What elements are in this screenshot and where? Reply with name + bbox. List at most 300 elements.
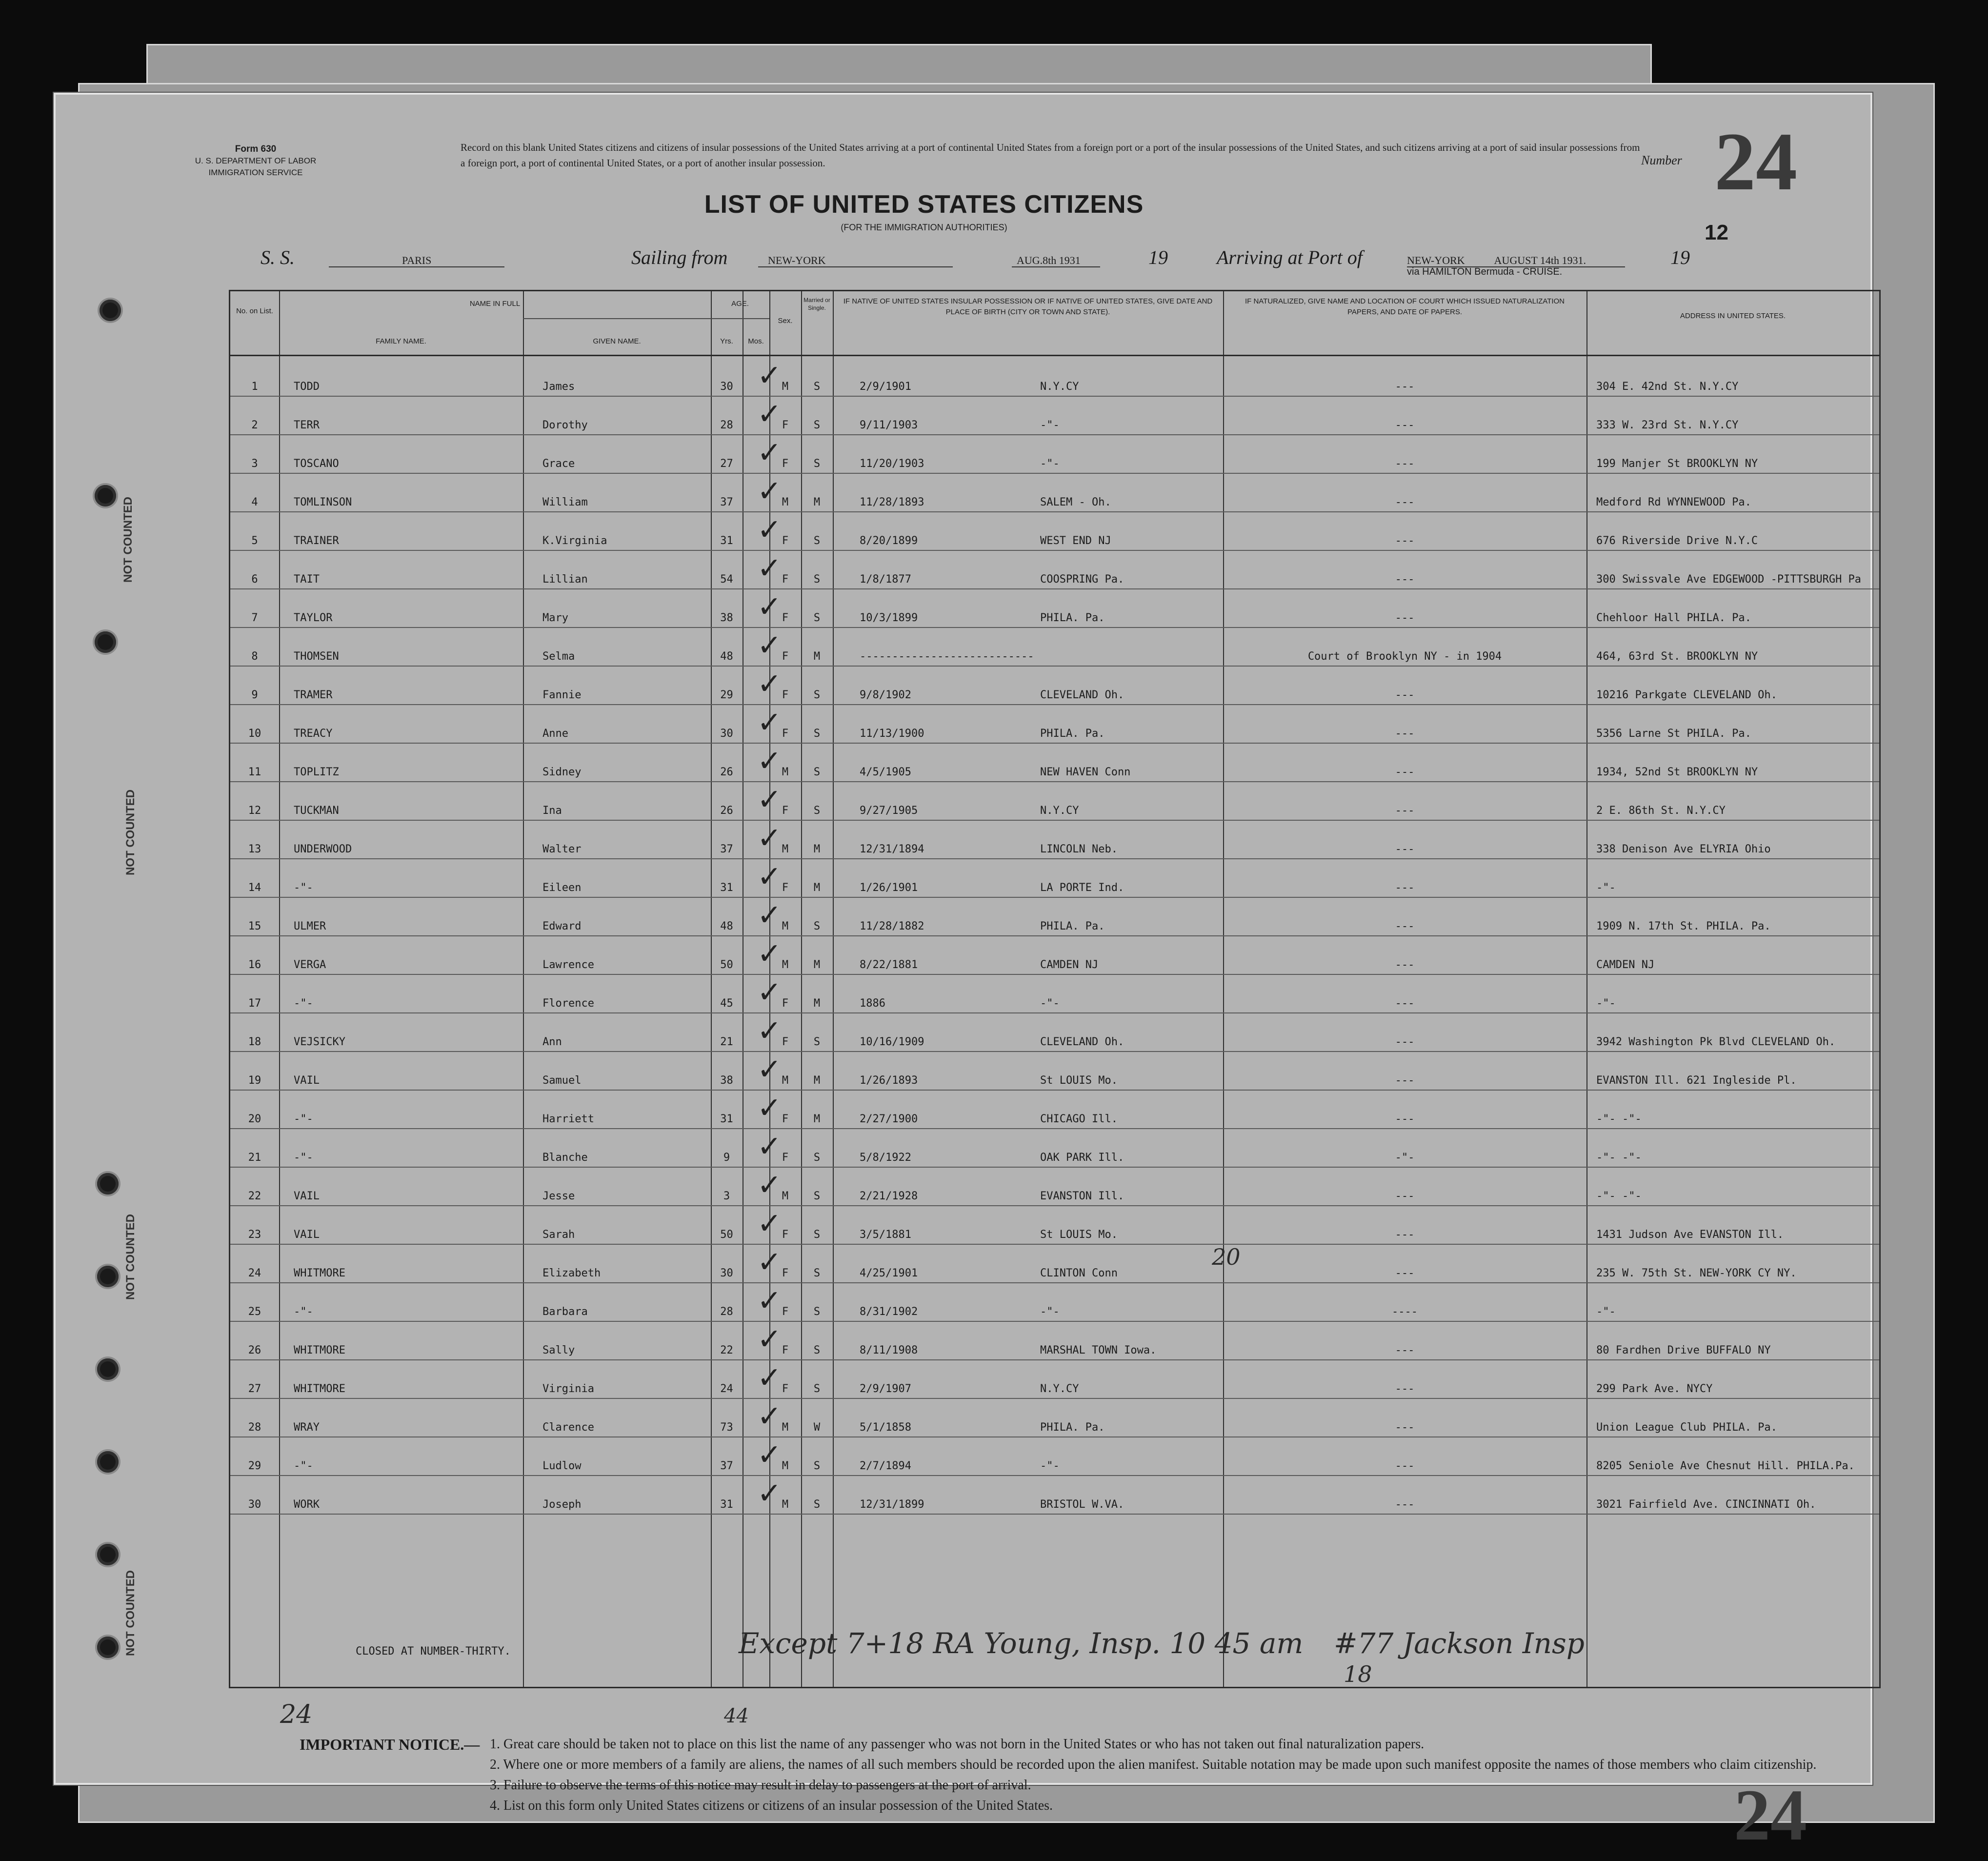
closed-at-note: CLOSED AT NUMBER-THIRTY. [356,1645,511,1658]
birth-date: 2/9/1901 [860,381,911,393]
naturalization: --- [1395,458,1415,470]
arriving-port-field [1407,246,1625,269]
age-years: 30 [720,1267,733,1279]
sex: F [782,1306,789,1318]
birth-date: 12/31/1899 [860,1498,924,1511]
age-years: 31 [720,882,733,894]
ss-label: S. S. [261,246,295,268]
check-mark-icon: ✓ [757,821,782,855]
table-row [230,1359,1879,1399]
check-mark-icon: ✓ [757,898,782,932]
birth-date: 11/20/1903 [860,458,924,470]
instructions-text: Record on this blank United States citizens and citizens of insular possessions of the United States arriving at a port of continental United States from a foreign port or a port of the insular possessions of the United States, and such citizens arriving at a port of said insular possessions from a foreign port, a port of continental United States, or a port of another insular possession. [461,142,1640,169]
birth-date: 2/9/1907 [860,1383,911,1395]
age-years: 45 [720,997,733,1010]
age-years: 22 [720,1344,733,1356]
given-name: Virginia [542,1383,594,1395]
marital-status: S [813,805,821,817]
sailing-date: AUG.8th 1931 [1012,254,1100,267]
given-name: Lillian [542,573,588,586]
family-name: VEJSICKY [294,1036,345,1048]
form-identifier [109,143,402,179]
address: 1909 N. 17th St. PHILA. Pa. [1596,920,1771,932]
address: 338 Denison Ave ELYRIA Ohio [1596,843,1771,855]
marital-status: S [813,458,821,470]
address: 80 Fardhen Drive BUFFALO NY [1596,1344,1771,1356]
row-number: 28 [248,1421,261,1434]
check-mark-icon: ✓ [757,513,782,547]
birth-place: LA PORTE Ind. [1040,882,1125,894]
sex: F [782,997,789,1010]
sex: F [782,1383,789,1395]
bottom-page-number: 24 [1734,1775,1807,1856]
check-mark-icon: ✓ [757,436,782,470]
check-mark-icon: ✓ [757,1477,782,1511]
age-years: 31 [720,1113,733,1125]
age-years: 73 [720,1421,733,1434]
address: 299 Park Ave. NYCY [1596,1383,1713,1395]
sex: M [782,381,789,393]
sex: M [782,1460,789,1472]
table-row [230,550,1879,589]
age-years: 37 [720,1460,733,1472]
given-name: Sally [542,1344,575,1356]
birth-place: N.Y.CY [1040,381,1079,393]
address: 5356 Larne St PHILA. Pa. [1596,728,1751,740]
address: -"- -"- [1596,1152,1642,1164]
family-name: WHITMORE [294,1267,345,1279]
marital-status: S [813,1190,821,1202]
row-number: 12 [248,805,261,817]
birth-date: 2/21/1928 [860,1190,918,1202]
birth-date: 2/7/1894 [860,1460,911,1472]
family-name: TUCKMAN [294,805,339,817]
col-yrs: Yrs. [720,337,733,345]
col-sex: Sex. [778,317,793,325]
naturalization: --- [1395,920,1415,932]
birth-date: 11/13/1900 [860,728,924,740]
marital-status: M [813,496,821,508]
family-name: THOMSEN [294,650,339,663]
address: Medford Rd WYNNEWOOD Pa. [1596,496,1751,508]
ship-name: PARIS [329,254,504,267]
sex: F [782,728,789,740]
family-name: TOPLITZ [294,766,339,778]
naturalization: --- [1395,1498,1415,1511]
sex: M [782,959,789,971]
check-mark-icon: ✓ [757,551,782,586]
naturalization: --- [1395,882,1415,894]
table-row [230,1012,1879,1052]
birth-place: CLINTON Conn [1040,1267,1118,1279]
family-name: TAYLOR [294,612,333,624]
family-name: -"- [294,997,313,1010]
birth-place: CLEVELAND Oh. [1040,1036,1125,1048]
arriving-label: Arriving at Port of [1217,246,1363,268]
birth-place: MARSHAL TOWN Iowa. [1040,1344,1157,1356]
given-name: Ludlow [542,1460,582,1472]
address: 1431 Judson Ave EVANSTON Ill. [1596,1229,1784,1241]
check-mark-icon: ✓ [757,1284,782,1318]
birth-place: CLEVELAND Oh. [1040,689,1125,701]
address: Union League Club PHILA. Pa. [1596,1421,1777,1434]
table-row [230,1128,1879,1168]
age-years: 38 [720,612,733,624]
address: Chehloor Hall PHILA. Pa. [1596,612,1751,624]
sex: F [782,882,789,894]
family-name: TRAINER [294,535,339,547]
given-name: Samuel [542,1074,582,1087]
notice-item: 4. List on this form only United States citizens or citizens of an insular possession of the United States. [490,1798,1053,1813]
birth-place: PHILA. Pa. [1040,1421,1105,1434]
table-row [230,820,1879,859]
birth-date: 8/22/1881 [860,959,918,971]
check-mark-icon: ✓ [757,706,782,740]
arriving-date: AUGUST 14th 1931. [1494,254,1625,267]
sex: F [782,612,789,624]
given-name: Eileen [542,882,582,894]
check-mark-icon: ✓ [757,359,782,393]
page-number: 24 [1714,116,1797,207]
address: -"- [1596,1306,1616,1318]
row-number: 24 [248,1267,261,1279]
ship-name-field [329,246,504,269]
given-name: Selma [542,650,575,663]
row-number: 29 [248,1460,261,1472]
table-row [230,1244,1879,1283]
department: U. S. DEPARTMENT OF LABOR [195,156,317,165]
age-years: 37 [720,496,733,508]
check-mark-icon: ✓ [757,667,782,701]
age-years: 30 [720,728,733,740]
page-subtitle: (FOR THE IMMIGRATION AUTHORITIES) [841,223,1007,232]
birth-place: BRISTOL W.VA. [1040,1498,1125,1511]
row-number: 21 [248,1152,261,1164]
address: 3942 Washington Pk Blvd CLEVELAND Oh. [1596,1036,1836,1048]
row-number: 16 [248,959,261,971]
family-name: TOSCANO [294,458,339,470]
birth-date: 8/31/1902 [860,1306,918,1318]
birth-date: 3/5/1881 [860,1229,911,1241]
given-name: Jesse [542,1190,575,1202]
binding-hole [97,1358,119,1380]
arriving-port: NEW-YORK [1407,254,1494,267]
row-number: 11 [248,766,261,778]
family-name: -"- [294,1460,313,1472]
given-name: Ann [542,1036,562,1048]
row-number: 23 [248,1229,261,1241]
age-years: 30 [720,381,733,393]
binding-hole [97,1451,119,1473]
page-title: LIST OF UNITED STATES CITIZENS [704,190,1144,219]
birth-date: 5/8/1922 [860,1152,911,1164]
given-name: Grace [542,458,575,470]
birth-place: PHILA. Pa. [1040,612,1105,624]
col-address: ADDRESS IN UNITED STATES. [1680,312,1786,320]
given-name: Fannie [542,689,582,701]
age-years: 48 [720,920,733,932]
table-row [230,511,1879,551]
naturalization: --- [1395,1036,1415,1048]
address: -"- -"- [1596,1113,1642,1125]
birth-place: St LOUIS Mo. [1040,1229,1118,1241]
year-label: 19 [1148,246,1168,268]
binding-hole [97,1266,119,1287]
naturalization: --- [1395,1421,1415,1434]
row-number: 17 [248,997,261,1010]
sex: M [782,1421,789,1434]
birth-date: 1/8/1877 [860,573,911,586]
sex: F [782,1036,789,1048]
row-number: 18 [248,1036,261,1048]
birth-place: -"- [1040,458,1060,470]
birth-place: -"- [1040,419,1060,431]
marital-status: S [813,728,821,740]
sex: F [782,458,789,470]
naturalization: --- [1395,1344,1415,1356]
address: 1934, 52nd St BROOKLYN NY [1596,766,1758,778]
birth-place: EVANSTON Ill. [1040,1190,1125,1202]
address: -"- [1596,997,1616,1010]
sex: M [782,496,789,508]
not-counted-stamp: NOT COUNTED [124,1214,137,1300]
sailing-port: NEW-YORK [758,254,953,267]
table-row [230,357,1879,397]
check-mark-icon: ✓ [757,1014,782,1048]
birth-date: 1/26/1901 [860,882,918,894]
check-mark-icon: ✓ [757,1399,782,1434]
given-name: Blanche [542,1152,588,1164]
sailing-port-field [758,246,953,269]
row-number: 8 [251,650,258,663]
table-row [230,666,1879,705]
address: 304 E. 42nd St. N.Y.CY [1596,381,1739,393]
table-row [230,434,1879,474]
sex: F [782,1267,789,1279]
naturalization: --- [1395,728,1415,740]
sex: F [782,650,789,663]
sex: M [782,1190,789,1202]
family-name: VAIL [294,1074,320,1087]
family-name: WHITMORE [294,1344,345,1356]
table-row [230,974,1879,1013]
marital-status: S [813,1229,821,1241]
given-name: Anne [542,728,568,740]
col-mos: Mos. [748,337,764,345]
address: 300 Swissvale Ave EDGEWOOD -PITTSBURGH Pa [1596,573,1862,586]
check-mark-icon: ✓ [757,975,782,1010]
naturalization: --- [1395,689,1415,701]
row-number: 3 [251,458,258,470]
check-mark-icon: ✓ [757,1438,782,1472]
given-name: Joseph [542,1498,582,1511]
table-row [230,588,1879,628]
family-name: TOMLINSON [294,496,352,508]
naturalization: --- [1395,997,1415,1010]
birth-date: 4/5/1905 [860,766,911,778]
birth-place: N.Y.CY [1040,805,1079,817]
check-mark-icon: ✓ [757,1168,782,1202]
passenger-table [229,290,1881,1688]
year-label-2: 19 [1670,246,1690,268]
birth-place: COOSPRING Pa. [1040,573,1125,586]
check-mark-icon: ✓ [757,1091,782,1125]
binding-hole [95,631,116,653]
family-name: TODD [294,381,320,393]
birth-date: 1/26/1893 [860,1074,918,1087]
birth-date: 2/27/1900 [860,1113,918,1125]
notice-item: 2. Where one or more members of a family are aliens, the names of all such members should be recorded upon the alien manifest. Suitable notation may be made upon such manifest opposite the names of those members who claim citizenship. [490,1757,1817,1772]
family-name: -"- [294,1152,313,1164]
row-number: 22 [248,1190,261,1202]
row-number: 25 [248,1306,261,1318]
service: IMMIGRATION SERVICE [208,168,303,177]
birth-date: 4/25/1901 [860,1267,918,1279]
family-name: WORK [294,1498,320,1511]
given-name: Sarah [542,1229,575,1241]
given-name: Harriett [542,1113,594,1125]
address: 199 Manjer St BROOKLYN NY [1596,458,1758,470]
form-number: Form 630 [235,144,277,154]
binding-hole [97,1544,119,1565]
naturalization: -"- [1395,1152,1415,1164]
naturalization: --- [1395,1267,1415,1279]
naturalization: --- [1395,1113,1415,1125]
row-number: 7 [251,612,258,624]
birth-place: NEW HAVEN Conn [1040,766,1131,778]
address: 10216 Parkgate CLEVELAND Oh. [1596,689,1777,701]
table-row [230,627,1879,667]
row-number: 15 [248,920,261,932]
birth-date: 10/3/1899 [860,612,918,624]
sex: M [782,920,789,932]
sex: F [782,573,789,586]
birth-place: WEST END NJ [1040,535,1111,547]
notice-label: IMPORTANT NOTICE.— [300,1736,480,1753]
row-number: 4 [251,496,258,508]
check-mark-icon: ✓ [757,590,782,624]
family-name: VAIL [294,1190,320,1202]
naturalization: --- [1395,573,1415,586]
table-row [230,935,1879,975]
given-name: Walter [542,843,582,855]
row-number: 27 [248,1383,261,1395]
sex: F [782,805,789,817]
birth-date: 5/1/1858 [860,1421,911,1434]
sailing-label: Sailing from [631,246,728,268]
sex: F [782,1344,789,1356]
not-counted-stamp: NOT COUNTED [124,1570,137,1656]
family-name: TRAMER [294,689,333,701]
age-years: 48 [720,650,733,663]
birth-place: -"- [1040,1306,1060,1318]
binding-hole [97,1637,119,1658]
row-number: 6 [251,573,258,586]
age-years: 31 [720,1498,733,1511]
address: 2 E. 86th St. N.Y.CY [1596,805,1726,817]
birth-date: 1886 [860,997,885,1010]
age-years: 27 [720,458,733,470]
naturalization: --- [1395,1229,1415,1241]
given-name: William [542,496,588,508]
check-mark-icon: ✓ [757,1207,782,1241]
birth-date: 11/28/1893 [860,496,924,508]
given-name: James [542,381,575,393]
table-row [230,781,1879,821]
not-counted-stamp: NOT COUNTED [124,789,137,875]
address: -"- -"- [1596,1190,1642,1202]
age-years: 21 [720,1036,733,1048]
sex: M [782,843,789,855]
row-number: 1 [251,381,258,393]
family-name: VAIL [294,1229,320,1241]
family-name: -"- [294,1306,313,1318]
col-naturalized: IF NATURALIZED, GIVE NAME AND LOCATION OF COURT WHICH ISSUED NATURALIZATION PAPERS, AND DATE OF PAPERS. [1245,297,1565,316]
sex: F [782,419,789,431]
birth-place: St LOUIS Mo. [1040,1074,1118,1087]
check-mark-icon: ✓ [757,397,782,431]
table-row [230,1167,1879,1206]
notice-item: 1. Great care should be taken not to place on this list the name of any passenger who was not born in the United States or who has not taken out final naturalization papers. [490,1737,1425,1752]
binding-hole [97,1173,119,1194]
marital-status: M [813,650,821,663]
birth-date: 8/20/1899 [860,535,918,547]
second-inspector-note: #77 Jackson Insp [1334,1627,1585,1660]
given-name: Sidney [542,766,582,778]
age-years: 24 [720,1383,733,1395]
age-years: 29 [720,689,733,701]
marital-status: S [813,689,821,701]
given-name: Lawrence [542,959,594,971]
naturalization: --- [1395,766,1415,778]
margin-mark: 20 [1212,1244,1241,1270]
naturalization: --- [1395,1383,1415,1395]
age-years: 28 [720,1306,733,1318]
family-name: TREACY [294,728,333,740]
inspector-note: Except 7+18 RA Young, Insp. 10 45 am [739,1627,1304,1660]
sailing-date-field [1012,246,1100,269]
marital-status: M [813,882,821,894]
address: 235 W. 75th St. NEW-YORK CY NY. [1596,1267,1797,1279]
table-row [230,897,1879,936]
count-note: 18 [1344,1661,1372,1687]
family-name: TAIT [294,573,320,586]
sex: M [782,1498,789,1511]
age-years: 26 [720,766,733,778]
binding-hole [100,300,121,321]
marital-status: S [813,1383,821,1395]
row-number: 30 [248,1498,261,1511]
col-birth: IF NATIVE OF UNITED STATES INSULAR POSSESSION OR IF NATIVE OF UNITED STATES, GIVE DATE AND PLACE OF BIRTH (CITY OR TOWN AND STATE). [843,297,1213,316]
table-row [230,1090,1879,1129]
marital-status: S [813,920,821,932]
col-age: AGE. [731,300,749,308]
table-row [230,1205,1879,1245]
family-name: UNDERWOOD [294,843,352,855]
birth-date: --------------------------- [860,650,1034,663]
marital-status: S [813,573,821,586]
birth-date: 8/11/1908 [860,1344,918,1356]
sex: M [782,766,789,778]
binding-hole [95,485,116,506]
address: -"- [1596,882,1616,894]
corner-number: 12 [1705,221,1728,244]
naturalization: --- [1395,496,1415,508]
given-name: Clarence [542,1421,594,1434]
marital-status: S [813,1306,821,1318]
row-number: 26 [248,1344,261,1356]
marital-status: S [813,1460,821,1472]
